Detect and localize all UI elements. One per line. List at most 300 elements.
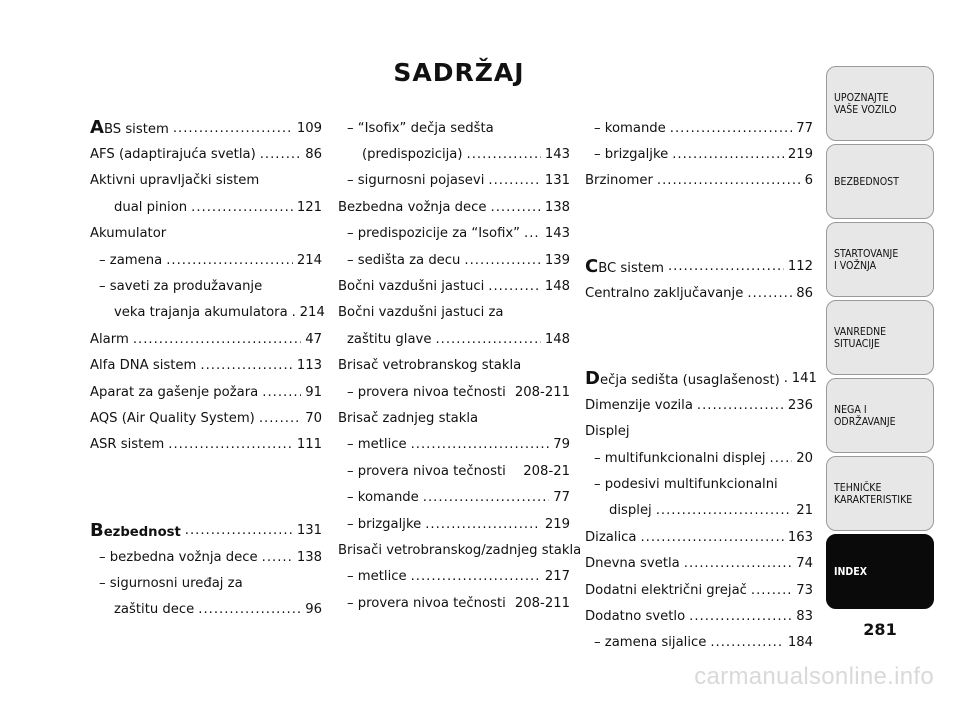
entry-text: AFS (adaptirajuća svetla): [90, 147, 256, 163]
entry-spacer: [90, 458, 322, 484]
index-entry-row: [585, 524, 813, 550]
watermark: carmanualsonline.info: [694, 663, 934, 690]
entry-page-number: 121: [296, 199, 322, 215]
entry-label: [347, 385, 506, 400]
entry-label: [347, 517, 421, 532]
index-entry-row: [338, 115, 570, 141]
entry-page-number: 141: [791, 371, 817, 387]
index-entry-row: [338, 353, 570, 379]
section-tab[interactable]: [826, 456, 934, 531]
section-tab-label: VANREDNE SITUACIJE: [834, 325, 887, 350]
index-entry: [90, 544, 322, 570]
entry-label: [338, 543, 581, 558]
entry-label: [99, 253, 162, 268]
index-entry-row: [90, 544, 322, 570]
index-entry-row: [585, 366, 817, 392]
entry-text: Brisači vetrobranskog/zadnjeg stakla: [338, 542, 582, 558]
index-entry-row: [585, 630, 813, 656]
index-entry: [338, 537, 582, 563]
entry-page-number: 131: [544, 173, 570, 189]
entry-text: zaštitu glave: [347, 331, 432, 347]
entry-text: ečja sedišta (usaglašenost): [599, 372, 780, 388]
index-entry: [338, 353, 570, 379]
dot-leader: [656, 503, 793, 518]
index-entry: [585, 168, 813, 194]
entry-text: ezbednost: [103, 524, 181, 540]
entry-text: Centralno zaključavanje: [585, 285, 744, 301]
index-entry: [90, 405, 322, 431]
entry-initial-letter: B: [90, 519, 104, 541]
entry-label: [594, 121, 666, 136]
entry-page-number: 219: [544, 516, 570, 532]
page-title: SADRŽAJ: [393, 58, 525, 87]
dot-leader: [784, 371, 788, 386]
entry-text: – sigurnosni pojasevi: [347, 173, 485, 189]
entry-text: – metlice: [347, 437, 407, 453]
index-entry: [90, 597, 322, 623]
section-tabs: [826, 66, 934, 612]
dot-leader: [262, 385, 301, 400]
entry-label: [90, 385, 258, 400]
index-entry-row: [90, 194, 322, 220]
index-entry: [585, 366, 817, 392]
entry-label: [585, 286, 743, 301]
index-entry-row: [338, 247, 570, 273]
entry-text: Dizalica: [585, 529, 637, 545]
dot-leader: [488, 279, 541, 294]
entry-page-number: 163: [787, 529, 813, 545]
section-tab-label: INDEX: [834, 565, 868, 578]
entry-label: [114, 305, 288, 320]
section-tab[interactable]: [826, 66, 934, 141]
entry-page-number: 219: [787, 147, 813, 163]
dot-leader: [191, 200, 293, 215]
entry-page-number: 208-21: [523, 463, 570, 479]
index-entry-row: [585, 168, 813, 194]
entry-label: [90, 332, 129, 347]
entry-text: – provera nivoa tečnosti: [347, 463, 506, 479]
entry-label: [90, 226, 166, 241]
entry-label: [585, 424, 630, 439]
entry-page-number: 236: [787, 397, 813, 413]
index-entry-row: [90, 379, 322, 405]
index-entry: [90, 379, 322, 405]
section-tab-label: UPOZNAJTE VAŠE VOZILO: [834, 91, 897, 116]
dot-leader: [464, 253, 540, 268]
entry-label: [338, 358, 521, 373]
entry-label: [90, 411, 255, 426]
index-entry: [338, 141, 570, 167]
index-entry: [90, 141, 322, 167]
index-entry: [338, 432, 570, 458]
index-entry-row: [585, 445, 813, 471]
index-entry-row: [90, 432, 322, 458]
entry-page-number: 208-211: [514, 595, 570, 611]
index-entry-row: [585, 115, 813, 141]
index-entry-row: [585, 550, 813, 576]
entry-page-number: 77: [796, 120, 813, 136]
dot-leader: [173, 121, 293, 136]
dot-leader: [168, 437, 293, 452]
index-entry-row: [338, 511, 570, 537]
index-entry: [585, 445, 813, 471]
index-entry: [338, 273, 570, 299]
index-entry-row: [585, 471, 813, 497]
entry-label: [585, 367, 780, 389]
dot-leader: [747, 286, 792, 301]
dot-leader: [423, 490, 549, 505]
entry-text: – brizgaljke: [347, 516, 422, 532]
entry-text: – komande: [594, 120, 666, 136]
entry-label: [347, 173, 484, 188]
index-entry-row: [90, 517, 322, 543]
index-column-2: [338, 115, 582, 616]
index-entry-row: [338, 300, 570, 326]
entry-text: Alfa DNA sistem: [90, 358, 197, 374]
entry-text: Displej: [585, 424, 630, 440]
section-tab[interactable]: [826, 378, 934, 453]
entry-page-number: 131: [296, 523, 322, 539]
section-tab-label: BEZBEDNOST: [834, 175, 899, 188]
entry-page-number: 86: [305, 147, 322, 163]
entry-page-number: 148: [544, 331, 570, 347]
dot-leader: [689, 609, 792, 624]
index-entry-row: [585, 577, 813, 603]
dot-leader: [133, 332, 301, 347]
entry-page-number: 214: [299, 305, 325, 321]
entry-label: [347, 253, 460, 268]
index-entry: [90, 432, 322, 458]
index-entry-row: [90, 353, 322, 379]
index-entry-row: [338, 221, 570, 247]
index-entry-row: [338, 405, 570, 431]
index-entry-row: [585, 603, 813, 629]
entry-text: ASR sistem: [90, 437, 165, 453]
entry-text: – bezbedna vožnja dece: [99, 549, 258, 565]
index-entry: [90, 273, 322, 299]
entry-text: – multifunkcionalni displej: [594, 450, 766, 466]
index-entry-row: [585, 254, 813, 280]
section-tab[interactable]: [826, 300, 934, 375]
entry-label: [90, 119, 169, 137]
index-entry: [585, 603, 813, 629]
entry-text: Dimenzije vozila: [585, 397, 693, 413]
entry-label: [585, 398, 693, 413]
index-entry-row: [90, 570, 322, 596]
section-tab-label: TEHNIČKE KARAKTERISTIKE: [834, 481, 913, 506]
entry-label: [585, 609, 685, 624]
index-entry-row: [338, 432, 570, 458]
entry-text: Bočni vazdušni jastuci: [338, 279, 485, 295]
index-entry: [585, 141, 813, 167]
entry-label: [347, 569, 407, 584]
entry-text: Brzinomer: [585, 173, 653, 189]
dot-leader: [770, 451, 793, 466]
index-entry-row: [338, 590, 570, 616]
entry-spacer: [585, 194, 813, 220]
entry-label: [594, 477, 778, 492]
entry-page-number: 143: [544, 147, 570, 163]
entry-page-number: 79: [553, 437, 570, 453]
entry-page-number: 143: [544, 226, 570, 242]
entry-text: – zamena sijalice: [594, 635, 707, 651]
index-entry-row: [338, 379, 570, 405]
entry-text: dual pinion: [114, 199, 188, 215]
index-entry-row: [585, 498, 813, 524]
entry-page-number: 73: [796, 582, 813, 598]
page-number: 281: [863, 620, 897, 639]
index-entry: [338, 168, 570, 194]
index-entry: [338, 247, 570, 273]
index-entry-row: [338, 273, 570, 299]
index-entry: [90, 115, 322, 141]
entry-text: BC sistem: [598, 260, 664, 276]
entry-label: [99, 550, 258, 565]
index-entry: [585, 280, 813, 306]
entry-page-number: 217: [544, 569, 570, 585]
dot-leader: [260, 147, 301, 162]
index-entry: [338, 511, 570, 537]
section-tab-label: STARTOVANJE I VOŽNJA: [834, 247, 899, 272]
section-tab[interactable]: [826, 222, 934, 297]
index-entry-row: [338, 484, 570, 510]
entry-text: Brisač zadnjeg stakla: [338, 410, 479, 426]
index-entry: [585, 577, 813, 603]
entry-label: [114, 200, 187, 215]
index-entry-row: [585, 392, 813, 418]
dot-leader: [710, 635, 783, 650]
index-entry: [585, 524, 813, 550]
entry-text: Bočni vazdušni jastuci za: [338, 305, 504, 321]
dot-leader: [697, 398, 784, 413]
entry-text: – sigurnosni uređaj za: [99, 575, 243, 591]
entry-label: [362, 147, 463, 162]
entry-label: [594, 147, 668, 162]
entry-text: AQS (Air Quality System): [90, 410, 255, 426]
entry-spacer: [585, 333, 813, 366]
entry-text: Dodatno svetlo: [585, 608, 686, 624]
index-entry-row: [90, 300, 325, 326]
entry-label: [347, 121, 494, 136]
entry-label: [338, 411, 478, 426]
entry-page-number: 109: [296, 120, 322, 136]
entry-text: – zamena: [99, 252, 163, 268]
index-entry-row: [585, 419, 813, 445]
index-entry: [90, 517, 322, 543]
entry-label: [338, 305, 503, 320]
entry-text: – brizgaljke: [594, 147, 669, 163]
entry-text: – podesivi multifunkcionalni: [594, 476, 778, 492]
entry-page-number: 148: [544, 279, 570, 295]
entry-spacer: [90, 484, 322, 517]
entry-label: [114, 602, 194, 617]
entry-text: Aktivni upravljački sistem: [90, 173, 260, 189]
index-entry-row: [338, 168, 570, 194]
index-entry-row: [90, 597, 322, 623]
dot-leader: [672, 147, 784, 162]
entry-page-number: 74: [796, 556, 813, 572]
entry-label: [609, 503, 652, 518]
entry-text: veka trajanja akumulatora: [114, 305, 288, 321]
index-entry-row: [338, 564, 570, 590]
entry-text: Bezbedna vožnja dece: [338, 199, 487, 215]
index-entry: [585, 498, 813, 524]
dot-leader: [259, 411, 301, 426]
index-entry: [90, 353, 322, 379]
index-entry: [90, 194, 322, 220]
index-entry: [338, 590, 570, 616]
entry-label: [90, 358, 196, 373]
dot-leader: [262, 550, 293, 565]
index-entry-row: [338, 537, 582, 563]
index-entry-row: [338, 141, 570, 167]
entry-label: [338, 200, 487, 215]
entry-label: [585, 556, 680, 571]
dot-leader: [670, 121, 792, 136]
entry-label: [585, 173, 653, 188]
entry-page-number: 138: [296, 549, 322, 565]
entry-page-number: 139: [544, 252, 570, 268]
index-entry: [338, 379, 570, 405]
index-entry: [90, 247, 322, 273]
dot-leader: [640, 530, 783, 545]
entry-text: Akumulator: [90, 226, 167, 242]
entry-label: [347, 332, 431, 347]
entry-initial-letter: A: [90, 117, 104, 139]
dot-leader: [524, 226, 541, 241]
index-entry: [338, 326, 570, 352]
entry-text: Dnevna svetla: [585, 556, 680, 572]
index-entry: [338, 405, 570, 431]
entry-text: – sedišta za decu: [347, 252, 461, 268]
entry-page-number: 6: [804, 173, 813, 189]
entry-label: [338, 279, 484, 294]
entry-label: [99, 576, 243, 591]
entry-page-number: 91: [305, 384, 322, 400]
entry-page-number: 111: [296, 437, 322, 453]
entry-text: – metlice: [347, 569, 407, 585]
entry-text: – “Isofix” dečja sedšta: [347, 120, 494, 136]
index-entry: [90, 221, 322, 247]
index-column-3: [585, 115, 817, 656]
entry-page-number: 86: [796, 285, 813, 301]
dot-leader: [411, 437, 550, 452]
entry-page-number: 184: [787, 635, 813, 651]
entry-page-number: 138: [544, 199, 570, 215]
entry-label: [594, 635, 706, 650]
index-entry: [338, 194, 570, 220]
entry-initial-letter: D: [585, 367, 600, 389]
entry-text: – predispozicije za “Isofix”: [347, 226, 521, 242]
dot-leader: [185, 523, 293, 538]
index-entry: [585, 115, 813, 141]
index-entry-row: [338, 458, 570, 484]
entry-text: BS sistem: [103, 122, 169, 138]
index-entry: [585, 419, 813, 445]
entry-page-number: 20: [796, 450, 813, 466]
index-entry: [585, 550, 813, 576]
dot-leader: [198, 602, 301, 617]
index-entry: [338, 458, 570, 484]
entry-label: [347, 437, 407, 452]
entry-label: [585, 530, 636, 545]
index-entry-row: [90, 221, 322, 247]
dot-leader: [668, 259, 784, 274]
index-entry: [90, 300, 325, 326]
entry-text: Brisač vetrobranskog stakla: [338, 358, 522, 374]
dot-leader: [425, 517, 541, 532]
index-entry: [338, 221, 570, 247]
entry-label: [99, 279, 262, 294]
index-entry: [585, 471, 813, 497]
entry-text: – saveti za produžavanje: [99, 279, 263, 295]
entry-page-number: 21: [796, 503, 813, 519]
index-entry: [90, 570, 322, 596]
entry-label: [90, 173, 259, 188]
section-tab[interactable]: [826, 534, 934, 609]
entry-label: [90, 147, 256, 162]
index-entry-row: [90, 405, 322, 431]
index-entry-row: [90, 115, 322, 141]
index-entry-row: [585, 280, 813, 306]
entry-spacer: [585, 221, 813, 254]
entry-text: displej: [609, 503, 652, 519]
entry-page-number: 70: [305, 410, 322, 426]
entry-label: [594, 451, 766, 466]
index-entry: [338, 300, 570, 326]
entry-label: [90, 519, 181, 541]
entry-label: [347, 596, 506, 611]
dot-leader: [166, 253, 293, 268]
dot-leader: [751, 583, 792, 598]
index-entry: [90, 326, 322, 352]
entry-label: [585, 583, 747, 598]
index-entry: [338, 564, 570, 590]
entry-label: [347, 490, 419, 505]
entry-page-number: 214: [296, 252, 322, 268]
entry-page-number: 112: [787, 259, 813, 275]
index-entry: [90, 168, 322, 194]
dot-leader: [200, 358, 292, 373]
index-entry-row: [90, 273, 322, 299]
index-entry-row: [90, 168, 322, 194]
entry-label: [585, 255, 664, 277]
index-entry-row: [90, 247, 322, 273]
entry-spacer: [585, 306, 813, 332]
entry-label: [90, 437, 164, 452]
index-column-1: [90, 115, 325, 623]
index-entry-row: [338, 194, 570, 220]
dot-leader: [488, 173, 540, 188]
index-entry: [585, 392, 813, 418]
section-tab[interactable]: [826, 144, 934, 219]
entry-page-number: 113: [296, 358, 322, 374]
index-entry-row: [585, 141, 813, 167]
index-entry: [585, 254, 813, 280]
entry-page-number: 96: [305, 602, 322, 618]
entry-text: – komande: [347, 490, 419, 506]
entry-text: – provera nivoa tečnosti: [347, 384, 506, 400]
dot-leader: [467, 147, 541, 162]
section-tab-label: NEGA I ODRŽAVANJE: [834, 403, 896, 428]
index-entry: [338, 115, 570, 141]
entry-label: [347, 226, 520, 241]
dot-leader: [491, 200, 541, 215]
entry-text: (predispozicija): [362, 147, 463, 163]
index-entry-row: [338, 326, 570, 352]
dot-leader: [292, 305, 296, 320]
dot-leader: [411, 569, 541, 584]
